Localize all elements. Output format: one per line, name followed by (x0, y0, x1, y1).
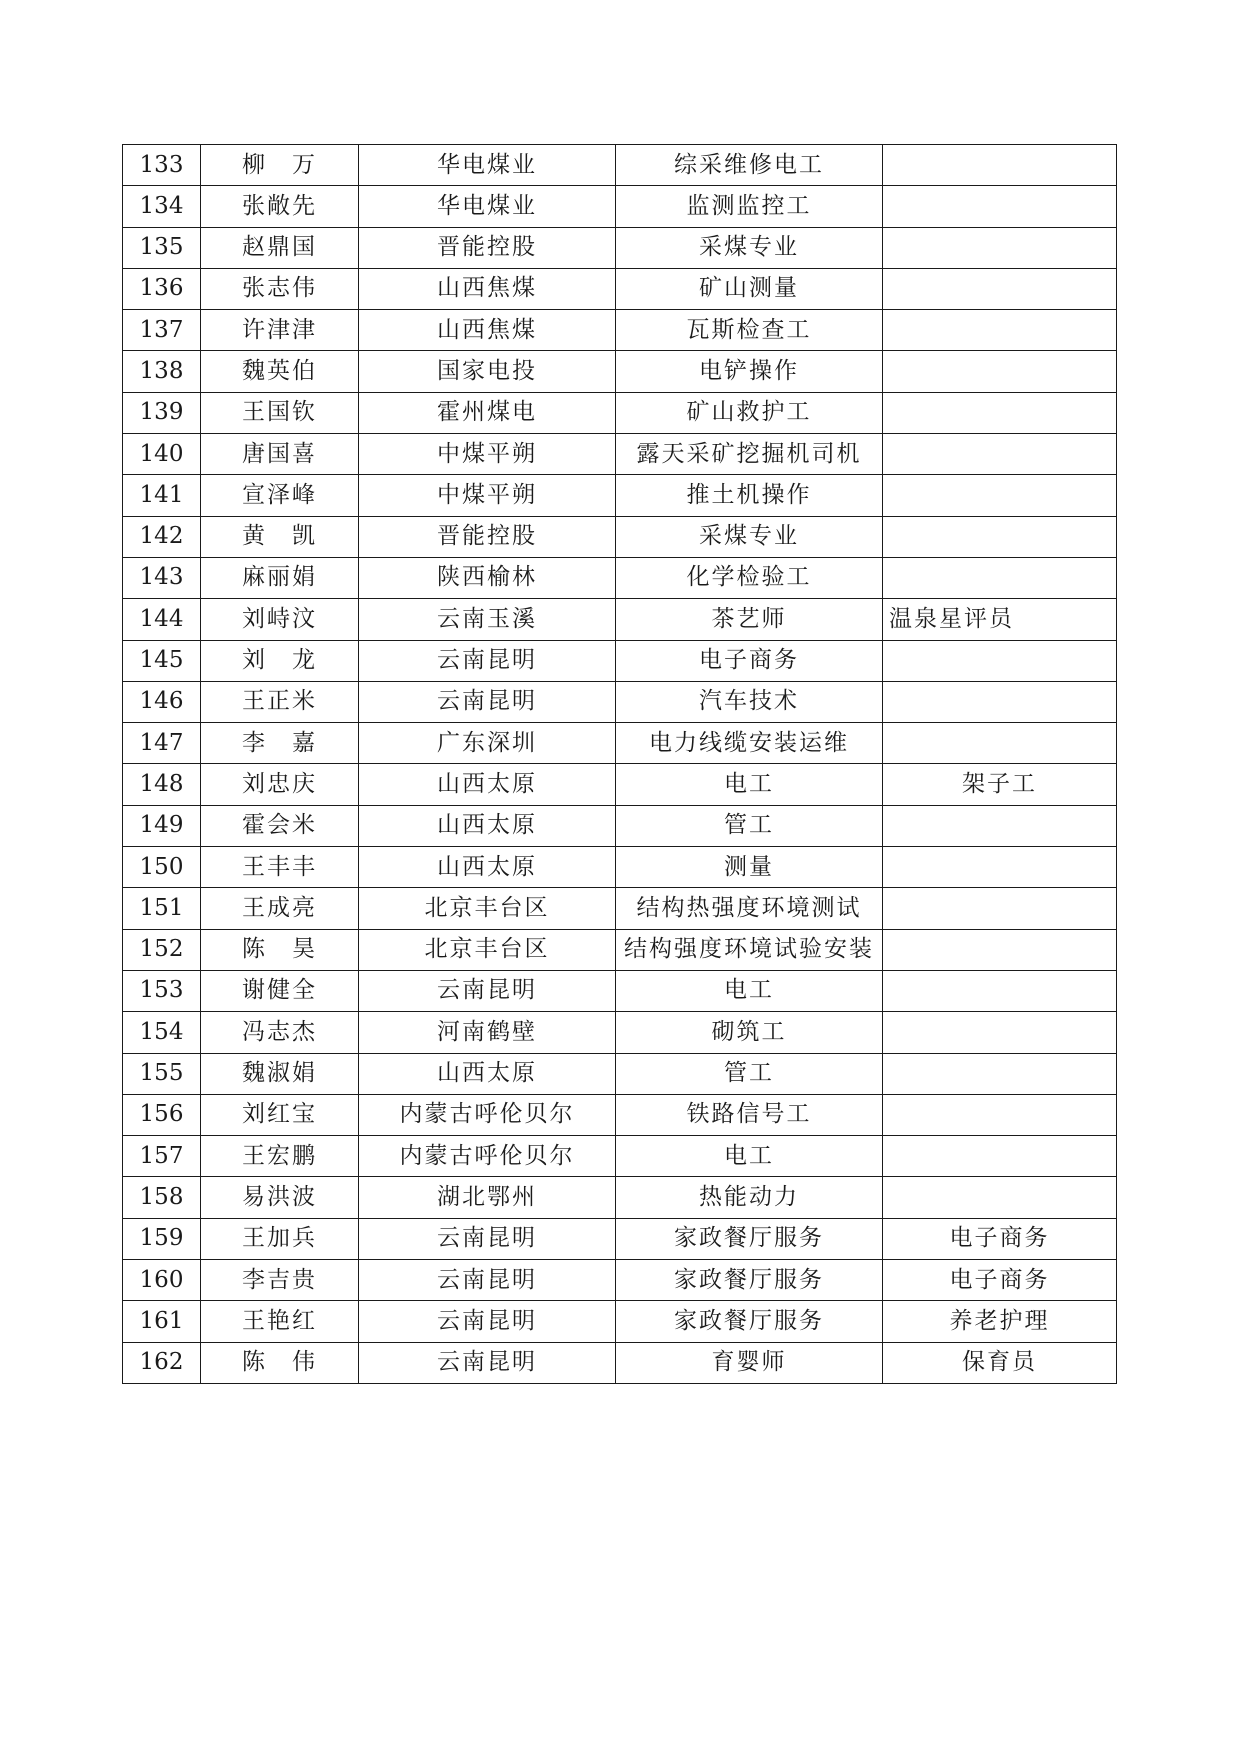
row-number-cell: 139 (123, 392, 201, 433)
additional-trade-cell: 温泉星评员 (883, 599, 1117, 640)
roster-table (122, 144, 1117, 1384)
table-row (123, 351, 1117, 392)
person-name-cell: 魏淑娟 (201, 1053, 359, 1094)
person-name-cell: 魏英伯 (201, 351, 359, 392)
unit-cell: 内蒙古呼伦贝尔 (359, 1094, 616, 1135)
person-name-cell: 刘峙汶 (201, 599, 359, 640)
row-number-cell: 156 (123, 1094, 201, 1135)
person-name-cell: 麻丽娟 (201, 557, 359, 598)
table-row (123, 145, 1117, 186)
trade-cell: 管工 (616, 1053, 883, 1094)
person-name-cell: 黄 凯 (201, 516, 359, 557)
row-number-cell: 146 (123, 681, 201, 722)
table-row (123, 847, 1117, 888)
additional-trade-cell (883, 805, 1117, 846)
row-number-cell: 150 (123, 847, 201, 888)
additional-trade-cell: 架子工 (883, 764, 1117, 805)
table-row (123, 970, 1117, 1011)
row-number-cell: 155 (123, 1053, 201, 1094)
unit-cell: 华电煤业 (359, 145, 616, 186)
unit-cell: 晋能控股 (359, 227, 616, 268)
table-row (123, 888, 1117, 929)
row-number-cell: 148 (123, 764, 201, 805)
unit-cell: 山西焦煤 (359, 268, 616, 309)
row-number-cell: 153 (123, 970, 201, 1011)
table-row (123, 1053, 1117, 1094)
additional-trade-cell (883, 392, 1117, 433)
unit-cell: 内蒙古呼伦贝尔 (359, 1136, 616, 1177)
additional-trade-cell (883, 1094, 1117, 1135)
trade-cell: 结构热强度环境测试 (616, 888, 883, 929)
person-name-cell: 张志伟 (201, 268, 359, 309)
additional-trade-cell: 电子商务 (883, 1218, 1117, 1259)
person-name-cell: 王加兵 (201, 1218, 359, 1259)
person-name-cell: 王正米 (201, 681, 359, 722)
unit-cell: 山西太原 (359, 1053, 616, 1094)
row-number-cell: 135 (123, 227, 201, 268)
table-row (123, 805, 1117, 846)
person-name-cell: 宣泽峰 (201, 475, 359, 516)
unit-cell: 国家电投 (359, 351, 616, 392)
trade-cell: 采煤专业 (616, 516, 883, 557)
row-number-cell: 137 (123, 310, 201, 351)
trade-cell: 茶艺师 (616, 599, 883, 640)
trade-cell: 家政餐厅服务 (616, 1301, 883, 1342)
additional-trade-cell (883, 557, 1117, 598)
person-name-cell: 王宏鹏 (201, 1136, 359, 1177)
trade-cell: 汽车技术 (616, 681, 883, 722)
person-name-cell: 王丰丰 (201, 847, 359, 888)
person-name-cell: 刘红宝 (201, 1094, 359, 1135)
unit-cell: 陕西榆林 (359, 557, 616, 598)
row-number-cell: 138 (123, 351, 201, 392)
document-page (122, 144, 1116, 1384)
unit-cell: 广东深圳 (359, 723, 616, 764)
unit-cell: 湖北鄂州 (359, 1177, 616, 1218)
unit-cell: 北京丰台区 (359, 888, 616, 929)
unit-cell: 河南鹤壁 (359, 1012, 616, 1053)
table-row (123, 681, 1117, 722)
person-name-cell: 冯志杰 (201, 1012, 359, 1053)
additional-trade-cell (883, 475, 1117, 516)
row-number-cell: 147 (123, 723, 201, 764)
person-name-cell: 易洪波 (201, 1177, 359, 1218)
unit-cell: 华电煤业 (359, 186, 616, 227)
unit-cell: 云南昆明 (359, 640, 616, 681)
row-number-cell: 158 (123, 1177, 201, 1218)
additional-trade-cell (883, 268, 1117, 309)
additional-trade-cell (883, 847, 1117, 888)
unit-cell: 山西太原 (359, 847, 616, 888)
roster-table-body (123, 145, 1117, 1384)
table-row (123, 1260, 1117, 1301)
person-name-cell: 赵鼎国 (201, 227, 359, 268)
row-number-cell: 143 (123, 557, 201, 598)
unit-cell: 晋能控股 (359, 516, 616, 557)
additional-trade-cell (883, 640, 1117, 681)
row-number-cell: 134 (123, 186, 201, 227)
table-row (123, 392, 1117, 433)
row-number-cell: 157 (123, 1136, 201, 1177)
table-row (123, 640, 1117, 681)
table-row (123, 516, 1117, 557)
row-number-cell: 162 (123, 1342, 201, 1383)
unit-cell: 云南昆明 (359, 1301, 616, 1342)
trade-cell: 热能动力 (616, 1177, 883, 1218)
unit-cell: 云南昆明 (359, 1218, 616, 1259)
row-number-cell: 140 (123, 434, 201, 475)
trade-cell: 化学检验工 (616, 557, 883, 598)
unit-cell: 云南昆明 (359, 1260, 616, 1301)
trade-cell: 电铲操作 (616, 351, 883, 392)
unit-cell: 山西太原 (359, 805, 616, 846)
trade-cell: 管工 (616, 805, 883, 846)
trade-cell: 监测监控工 (616, 186, 883, 227)
table-row (123, 764, 1117, 805)
unit-cell: 中煤平朔 (359, 434, 616, 475)
table-row (123, 1136, 1117, 1177)
unit-cell: 云南昆明 (359, 970, 616, 1011)
additional-trade-cell: 养老护理 (883, 1301, 1117, 1342)
additional-trade-cell (883, 227, 1117, 268)
additional-trade-cell (883, 1053, 1117, 1094)
trade-cell: 家政餐厅服务 (616, 1218, 883, 1259)
person-name-cell: 王成亮 (201, 888, 359, 929)
row-number-cell: 133 (123, 145, 201, 186)
unit-cell: 山西焦煤 (359, 310, 616, 351)
additional-trade-cell (883, 929, 1117, 970)
row-number-cell: 136 (123, 268, 201, 309)
unit-cell: 云南玉溪 (359, 599, 616, 640)
person-name-cell: 许津津 (201, 310, 359, 351)
additional-trade-cell: 电子商务 (883, 1260, 1117, 1301)
additional-trade-cell (883, 145, 1117, 186)
additional-trade-cell (883, 1012, 1117, 1053)
additional-trade-cell (883, 351, 1117, 392)
additional-trade-cell: 保育员 (883, 1342, 1117, 1383)
table-row (123, 1094, 1117, 1135)
row-number-cell: 149 (123, 805, 201, 846)
person-name-cell: 王国钦 (201, 392, 359, 433)
additional-trade-cell (883, 681, 1117, 722)
table-row (123, 268, 1117, 309)
additional-trade-cell (883, 186, 1117, 227)
table-row (123, 1177, 1117, 1218)
trade-cell: 结构强度环境试验安装 (616, 929, 883, 970)
trade-cell: 推土机操作 (616, 475, 883, 516)
trade-cell: 家政餐厅服务 (616, 1260, 883, 1301)
person-name-cell: 李 嘉 (201, 723, 359, 764)
table-row (123, 929, 1117, 970)
row-number-cell: 145 (123, 640, 201, 681)
person-name-cell: 陈 伟 (201, 1342, 359, 1383)
person-name-cell: 张敞先 (201, 186, 359, 227)
additional-trade-cell (883, 723, 1117, 764)
row-number-cell: 144 (123, 599, 201, 640)
trade-cell: 电子商务 (616, 640, 883, 681)
additional-trade-cell (883, 970, 1117, 1011)
trade-cell: 电工 (616, 1136, 883, 1177)
table-row (123, 1012, 1117, 1053)
person-name-cell: 刘忠庆 (201, 764, 359, 805)
table-row (123, 1342, 1117, 1383)
row-number-cell: 152 (123, 929, 201, 970)
unit-cell: 中煤平朔 (359, 475, 616, 516)
row-number-cell: 151 (123, 888, 201, 929)
row-number-cell: 160 (123, 1260, 201, 1301)
unit-cell: 云南昆明 (359, 681, 616, 722)
trade-cell: 电工 (616, 970, 883, 1011)
additional-trade-cell (883, 434, 1117, 475)
table-row (123, 1301, 1117, 1342)
person-name-cell: 王艳红 (201, 1301, 359, 1342)
additional-trade-cell (883, 1136, 1117, 1177)
row-number-cell: 159 (123, 1218, 201, 1259)
row-number-cell: 154 (123, 1012, 201, 1053)
additional-trade-cell (883, 888, 1117, 929)
table-row (123, 557, 1117, 598)
additional-trade-cell (883, 516, 1117, 557)
table-row (123, 434, 1117, 475)
trade-cell: 测量 (616, 847, 883, 888)
row-number-cell: 142 (123, 516, 201, 557)
unit-cell: 霍州煤电 (359, 392, 616, 433)
table-row (123, 1218, 1117, 1259)
additional-trade-cell (883, 1177, 1117, 1218)
trade-cell: 露天采矿挖掘机司机 (616, 434, 883, 475)
trade-cell: 综采维修电工 (616, 145, 883, 186)
unit-cell: 山西太原 (359, 764, 616, 805)
table-row (123, 227, 1117, 268)
trade-cell: 育婴师 (616, 1342, 883, 1383)
person-name-cell: 谢健全 (201, 970, 359, 1011)
person-name-cell: 唐国喜 (201, 434, 359, 475)
trade-cell: 矿山测量 (616, 268, 883, 309)
trade-cell: 瓦斯检查工 (616, 310, 883, 351)
table-row (123, 599, 1117, 640)
trade-cell: 电工 (616, 764, 883, 805)
additional-trade-cell (883, 310, 1117, 351)
unit-cell: 云南昆明 (359, 1342, 616, 1383)
trade-cell: 电力线缆安装运维 (616, 723, 883, 764)
table-row (123, 723, 1117, 764)
trade-cell: 采煤专业 (616, 227, 883, 268)
table-row (123, 186, 1117, 227)
row-number-cell: 141 (123, 475, 201, 516)
trade-cell: 矿山救护工 (616, 392, 883, 433)
unit-cell: 北京丰台区 (359, 929, 616, 970)
row-number-cell: 161 (123, 1301, 201, 1342)
person-name-cell: 李吉贵 (201, 1260, 359, 1301)
person-name-cell: 刘 龙 (201, 640, 359, 681)
person-name-cell: 陈 昊 (201, 929, 359, 970)
person-name-cell: 柳 万 (201, 145, 359, 186)
trade-cell: 砌筑工 (616, 1012, 883, 1053)
table-row (123, 310, 1117, 351)
trade-cell: 铁路信号工 (616, 1094, 883, 1135)
table-row (123, 475, 1117, 516)
person-name-cell: 霍会米 (201, 805, 359, 846)
